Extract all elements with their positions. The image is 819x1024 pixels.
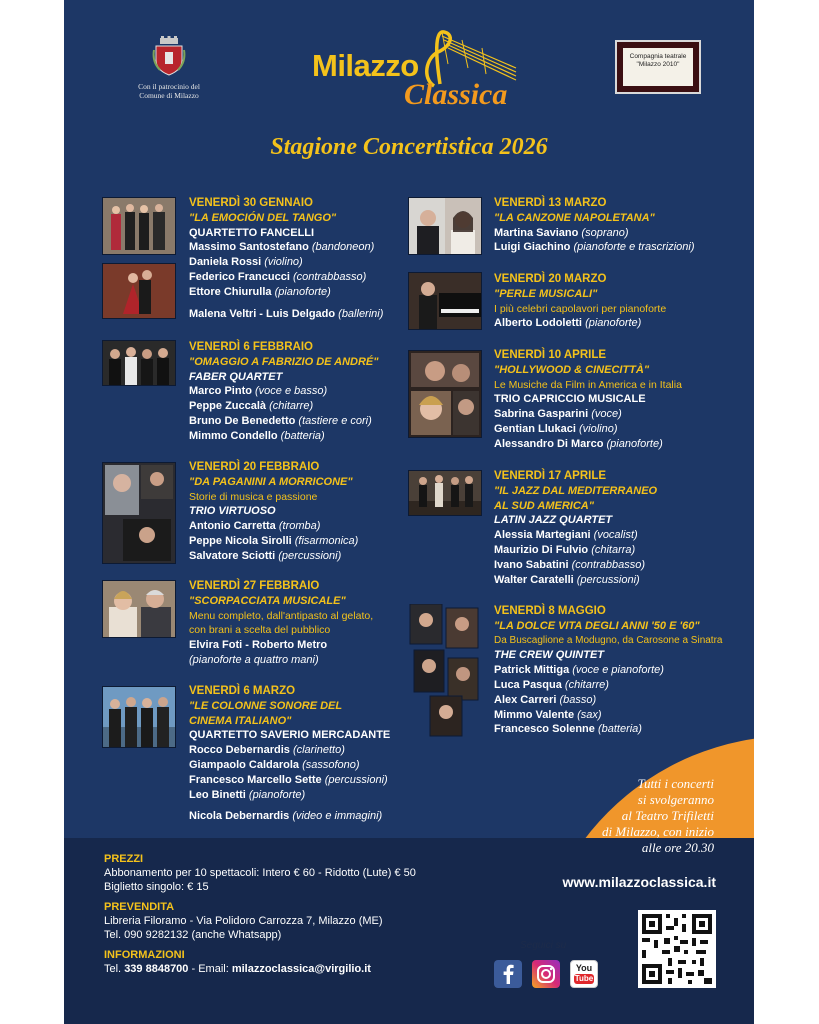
performer-name: Peppe Nicola Sirolli: [189, 534, 292, 547]
concert-subtitle: Da Buscaglione a Modugno, da Carosone a Sinatra: [494, 634, 723, 646]
performer-role: (soprano): [581, 226, 629, 239]
performer-name: Gentian Llukaci: [494, 422, 576, 435]
company-line-2: "Milazzo 2010": [636, 61, 680, 68]
performer-name: Massimo Santostefano: [189, 241, 309, 254]
performer-line: [189, 384, 379, 399]
performer-role: (contrabbasso): [292, 270, 367, 283]
performer-name: Alberto Lodoletti: [494, 317, 582, 330]
performer-name: Salvatore Sciotti: [189, 549, 276, 562]
city-crest-icon: [152, 36, 186, 76]
performer-role: (pianoforte): [274, 285, 331, 298]
performer-role: (fisarmonica): [294, 534, 359, 547]
concert-photo-lodoletti-piano: [408, 272, 482, 330]
performer-line: [189, 534, 358, 549]
performer-line: [494, 240, 695, 255]
concert-title: "LE COLONNE SONORE DEL: [189, 699, 343, 712]
performer-role: (pianoforte): [248, 788, 306, 801]
logo-word-milazzo: Milazzo: [312, 48, 419, 83]
concert-date: VENERDÌ 10 APRILE: [494, 349, 607, 361]
concert-subtitle: Le Musiche da Film in America e in Italia: [494, 378, 682, 391]
concert-date: VENERDÌ 6 FEBBRAIO: [189, 341, 313, 353]
concert-entry-6-febbraio: [189, 340, 379, 444]
concert-entry-6-marzo: [189, 684, 390, 824]
performer-line: [189, 743, 390, 758]
performer-line: [494, 573, 657, 588]
performer-line: [494, 226, 695, 241]
performer-name: Mimmo Valente: [494, 708, 575, 721]
performer-role: (basso): [559, 693, 597, 706]
performer-role: (tastiere e cori): [298, 414, 372, 427]
performer-name: Alessia Martegiani: [494, 529, 591, 542]
prezzi-line-1: Abbonamento per 10 spettacoli: Intero € 60 - Ridotto (Lute) € 50: [104, 867, 416, 879]
logo-word-classica: Classica: [404, 78, 508, 111]
performer-line: [189, 549, 358, 564]
performer-name: Alex Carreri: [494, 693, 557, 706]
prezzi-line-2: Biglietto singolo: € 15: [104, 881, 209, 893]
performer-name: Peppe Zuccalà: [189, 400, 267, 413]
performer-line: [494, 437, 682, 452]
milazzo-classica-logo: [312, 28, 532, 114]
performer-name: Elvira Foti - Roberto Metro: [189, 639, 328, 652]
concert-title: "PERLE MUSICALI": [494, 287, 598, 300]
concert-ensemble: LATIN JAZZ QUARTET: [494, 514, 613, 527]
performer-line: [189, 653, 373, 668]
performer-role: (pianoforte): [585, 317, 642, 330]
venue-line: alle ore 20.30: [641, 840, 714, 855]
performer-role: (batteria): [597, 723, 642, 736]
prevendita-line-2: Tel. 090 9282132 (anche Whatsapp): [104, 929, 282, 941]
performer-role: (voce): [591, 408, 622, 421]
concert-photo-tango-dancers: [102, 263, 176, 319]
performer-name: Ettore Chiurulla: [189, 285, 272, 298]
concert-date: VENERDÌ 27 FEBBRAIO: [189, 580, 320, 592]
performer-line: [494, 316, 666, 331]
company-line-1: Compagnia teatrale: [629, 53, 687, 60]
social-label: Seguici su: [520, 940, 567, 951]
performer-line: [494, 407, 682, 422]
performer-line: [189, 519, 358, 534]
performer-role: (violino): [578, 422, 618, 435]
venue-line: di Milazzo, con inizio: [602, 824, 714, 839]
concert-title: "LA CANZONE NAPOLETANA": [494, 211, 655, 224]
venue-line: al Teatro Trifiletti: [621, 808, 714, 823]
youtube-text-1: You: [575, 963, 593, 973]
performer-role: (chitarre): [269, 400, 314, 413]
performer-name: Giampaolo Caldarola: [189, 758, 300, 771]
performer-role: (batteria): [280, 429, 325, 442]
concert-date: VENERDÌ 20 MARZO: [494, 273, 607, 285]
tel-number[interactable]: 339 8848700: [124, 963, 189, 975]
concert-title-2: AL SUD AMERICA": [494, 499, 594, 512]
performer-line: [494, 663, 722, 678]
concert-photo-trio-virtuoso: [102, 462, 176, 564]
concert-photo-quartetto-mercadante: [102, 686, 176, 748]
concert-entry-17-aprile: [494, 469, 657, 587]
performer-line: [189, 429, 379, 444]
venue-info: [584, 776, 714, 856]
performer-line: [494, 528, 657, 543]
performer-line: [189, 307, 383, 322]
performer-name: Bruno De Benedetto: [189, 414, 296, 427]
performer-line: [494, 708, 722, 723]
concert-photo-foti-metro: [102, 580, 176, 638]
performer-name: Francesco Marcello Sette: [189, 773, 322, 786]
performer-role: (voce e basso): [255, 385, 328, 398]
facebook-icon[interactable]: [494, 960, 522, 988]
concert-title: "LA EMOCIÓN DEL TANGO": [189, 211, 337, 224]
performer-name: Leo Binetti: [189, 788, 246, 801]
performer-name: Ivano Sabatini: [494, 558, 569, 571]
performer-role: (sax): [577, 708, 602, 721]
concert-title: "IL JAZZ DAL MEDITERRANEO: [494, 484, 658, 497]
performer-name: Daniela Rossi: [189, 256, 262, 269]
concert-date: VENERDÌ 20 FEBBRAIO: [189, 461, 320, 473]
performer-line: [189, 240, 383, 255]
tel-label: Tel.: [104, 963, 122, 975]
contact-line: [104, 962, 524, 976]
performer-line: [494, 722, 722, 737]
performer-line: [189, 773, 390, 788]
performer-role: (tromba): [278, 520, 321, 533]
concert-photo-canzone-napoletana: [408, 197, 482, 255]
concert-ensemble: QUARTETTO FANCELLI: [189, 226, 315, 239]
concert-subtitle: Storie di musica e passione: [189, 490, 318, 503]
concert-title: "HOLLYWOOD & CINECITTÀ": [494, 363, 650, 376]
performer-line: [494, 558, 657, 573]
concert-subtitle: Menu completo, dall'antipasto al gelato,: [189, 609, 374, 622]
concert-ensemble: TRIO CAPRICCIO MUSICALE: [494, 393, 646, 406]
performer-name: Sabrina Gasparini: [494, 408, 589, 421]
instagram-icon[interactable]: [532, 960, 560, 988]
concert-photo-crew-quintet: [408, 604, 480, 738]
concert-date: VENERDÌ 17 APRILE: [494, 470, 607, 482]
performer-role: (pianoforte a quattro mani): [189, 653, 319, 666]
performer-line: [189, 285, 383, 300]
youtube-text-2: Tube: [574, 974, 594, 983]
concert-title: "OMAGGIO A FABRIZIO DE ANDRÉ": [189, 355, 379, 368]
performer-name: Francesco Solenne: [494, 723, 595, 736]
performer-role: (percussioni): [576, 573, 640, 586]
concert-entry-27-febbraio: [189, 579, 373, 668]
performer-role: (chitarre): [564, 678, 609, 691]
performer-line: [189, 414, 379, 429]
performer-role: (sassofono): [302, 758, 360, 771]
performer-name: Luigi Giachino: [494, 241, 571, 254]
performer-line: [189, 270, 383, 285]
performer-line: [189, 399, 379, 414]
venue-line: si svolgeranno: [637, 792, 714, 807]
performer-name: Martina Saviano: [494, 226, 579, 239]
performer-role: (contrabbasso): [571, 558, 646, 571]
concert-title: "DA PAGANINI A MORRICONE": [189, 475, 353, 488]
concert-title: "SCORPACCIATA MUSICALE": [189, 594, 346, 607]
qr-code[interactable]: [638, 910, 716, 988]
prevendita-line-1: Libreria Filoramo - Via Polidoro Carrozza 7, Milazzo (ME): [104, 915, 383, 927]
performer-role: (voce e pianoforte): [572, 664, 664, 677]
concert-date: VENERDÌ 13 MARZO: [494, 197, 607, 209]
concert-photo-trio-capriccio: [408, 350, 482, 438]
performer-role: (clarinetto): [292, 744, 345, 757]
performer-name: Walter Caratelli: [494, 573, 574, 586]
informazioni-heading: INFORMAZIONI: [104, 949, 185, 961]
concert-ensemble: TRIO VIRTUOSO: [189, 505, 276, 518]
email-address[interactable]: milazzoclassica@virgilio.it: [231, 963, 371, 975]
performer-line: [189, 758, 390, 773]
performer-role: (pianoforte e trascrizioni): [573, 241, 695, 254]
concert-entry-8-maggio: [494, 604, 722, 737]
season-title: Stagione Concertistica 2026: [270, 134, 548, 160]
performer-name: Marco Pinto: [189, 385, 252, 398]
performer-name: Federico Francucci: [189, 270, 290, 283]
concert-ensemble: FABER QUARTET: [189, 370, 283, 383]
ticket-info: [104, 852, 524, 976]
performer-name: Nicola Debernardis: [189, 810, 290, 823]
performer-line: [494, 422, 682, 437]
concert-entry-10-aprile: [494, 348, 682, 452]
performer-role: (percussioni): [278, 549, 342, 562]
performer-role: (ballerini): [338, 307, 384, 320]
performer-name: Rocco Debernardis: [189, 744, 290, 757]
concert-date: VENERDÌ 8 MAGGIO: [494, 605, 606, 617]
patron-line-2: Comune di Milazzo: [139, 91, 199, 100]
patron-line-1: Con il patrocinio del: [138, 82, 200, 91]
concert-entry-20-febbraio: [189, 460, 358, 564]
performer-name: Malena Veltri - Luis Delgado: [189, 307, 336, 320]
poster: [64, 0, 754, 1024]
performer-role: (percussioni): [324, 773, 388, 786]
concert-photo-faber-quartet: [102, 340, 176, 386]
venue-line: Tutti i concerti: [637, 776, 714, 791]
concert-title-2: CINEMA ITALIANO": [189, 714, 292, 727]
patronage-block: [114, 36, 224, 100]
concert-ensemble: QUARTETTO SAVERIO MERCADANTE: [189, 729, 391, 742]
performer-name: Antonio Carretta: [189, 520, 276, 533]
performer-name: Patrick Mittiga: [494, 664, 570, 677]
performer-role: (pianoforte): [606, 437, 663, 450]
performer-name: Alessandro Di Marco: [494, 437, 604, 450]
website-link[interactable]: www.milazzoclassica.it: [562, 874, 716, 890]
performer-role: (bandoneon): [311, 241, 375, 254]
concert-subtitle: I più celebri capolavori per pianoforte: [494, 302, 667, 315]
prevendita-heading: PREVENDITA: [104, 901, 175, 913]
performer-line: [494, 693, 722, 708]
concert-entry-13-marzo: [494, 196, 695, 255]
performer-role: (video e immagini): [292, 810, 383, 823]
concert-entry-20-marzo: [494, 272, 666, 331]
concert-subtitle-2: con brani a scelta del pubblico: [189, 624, 331, 637]
performer-name: Mimmo Condello: [189, 429, 278, 442]
concert-photo-latin-jazz-quartet: [408, 470, 482, 516]
prezzi-heading: PREZZI: [104, 853, 144, 865]
youtube-icon[interactable]: [570, 960, 598, 988]
email-label: - Email:: [191, 963, 229, 975]
performer-role: (chitarra): [591, 543, 636, 556]
theatre-company-badge: [615, 40, 701, 94]
concert-date: VENERDÌ 30 GENNAIO: [189, 197, 313, 209]
performer-role: (violino): [264, 256, 303, 269]
concert-date: VENERDÌ 6 MARZO: [189, 685, 296, 697]
performer-role: (vocalist): [593, 529, 638, 542]
performer-name: Luca Pasqua: [494, 678, 562, 691]
performer-line: [189, 255, 383, 270]
concert-entry-30-gennaio: [189, 196, 383, 321]
performer-line: [494, 543, 657, 558]
performer-name: Maurizio Di Fulvio: [494, 543, 589, 556]
concert-photo-tango-quartet: [102, 197, 176, 255]
concert-title: "LA DOLCE VITA DEGLI ANNI '50 E '60": [494, 619, 700, 632]
performer-line: [189, 809, 390, 824]
performer-line: [494, 678, 722, 693]
performer-line: [189, 788, 390, 803]
performer-line: [189, 638, 373, 653]
concert-ensemble: THE CREW QUINTET: [494, 649, 604, 662]
